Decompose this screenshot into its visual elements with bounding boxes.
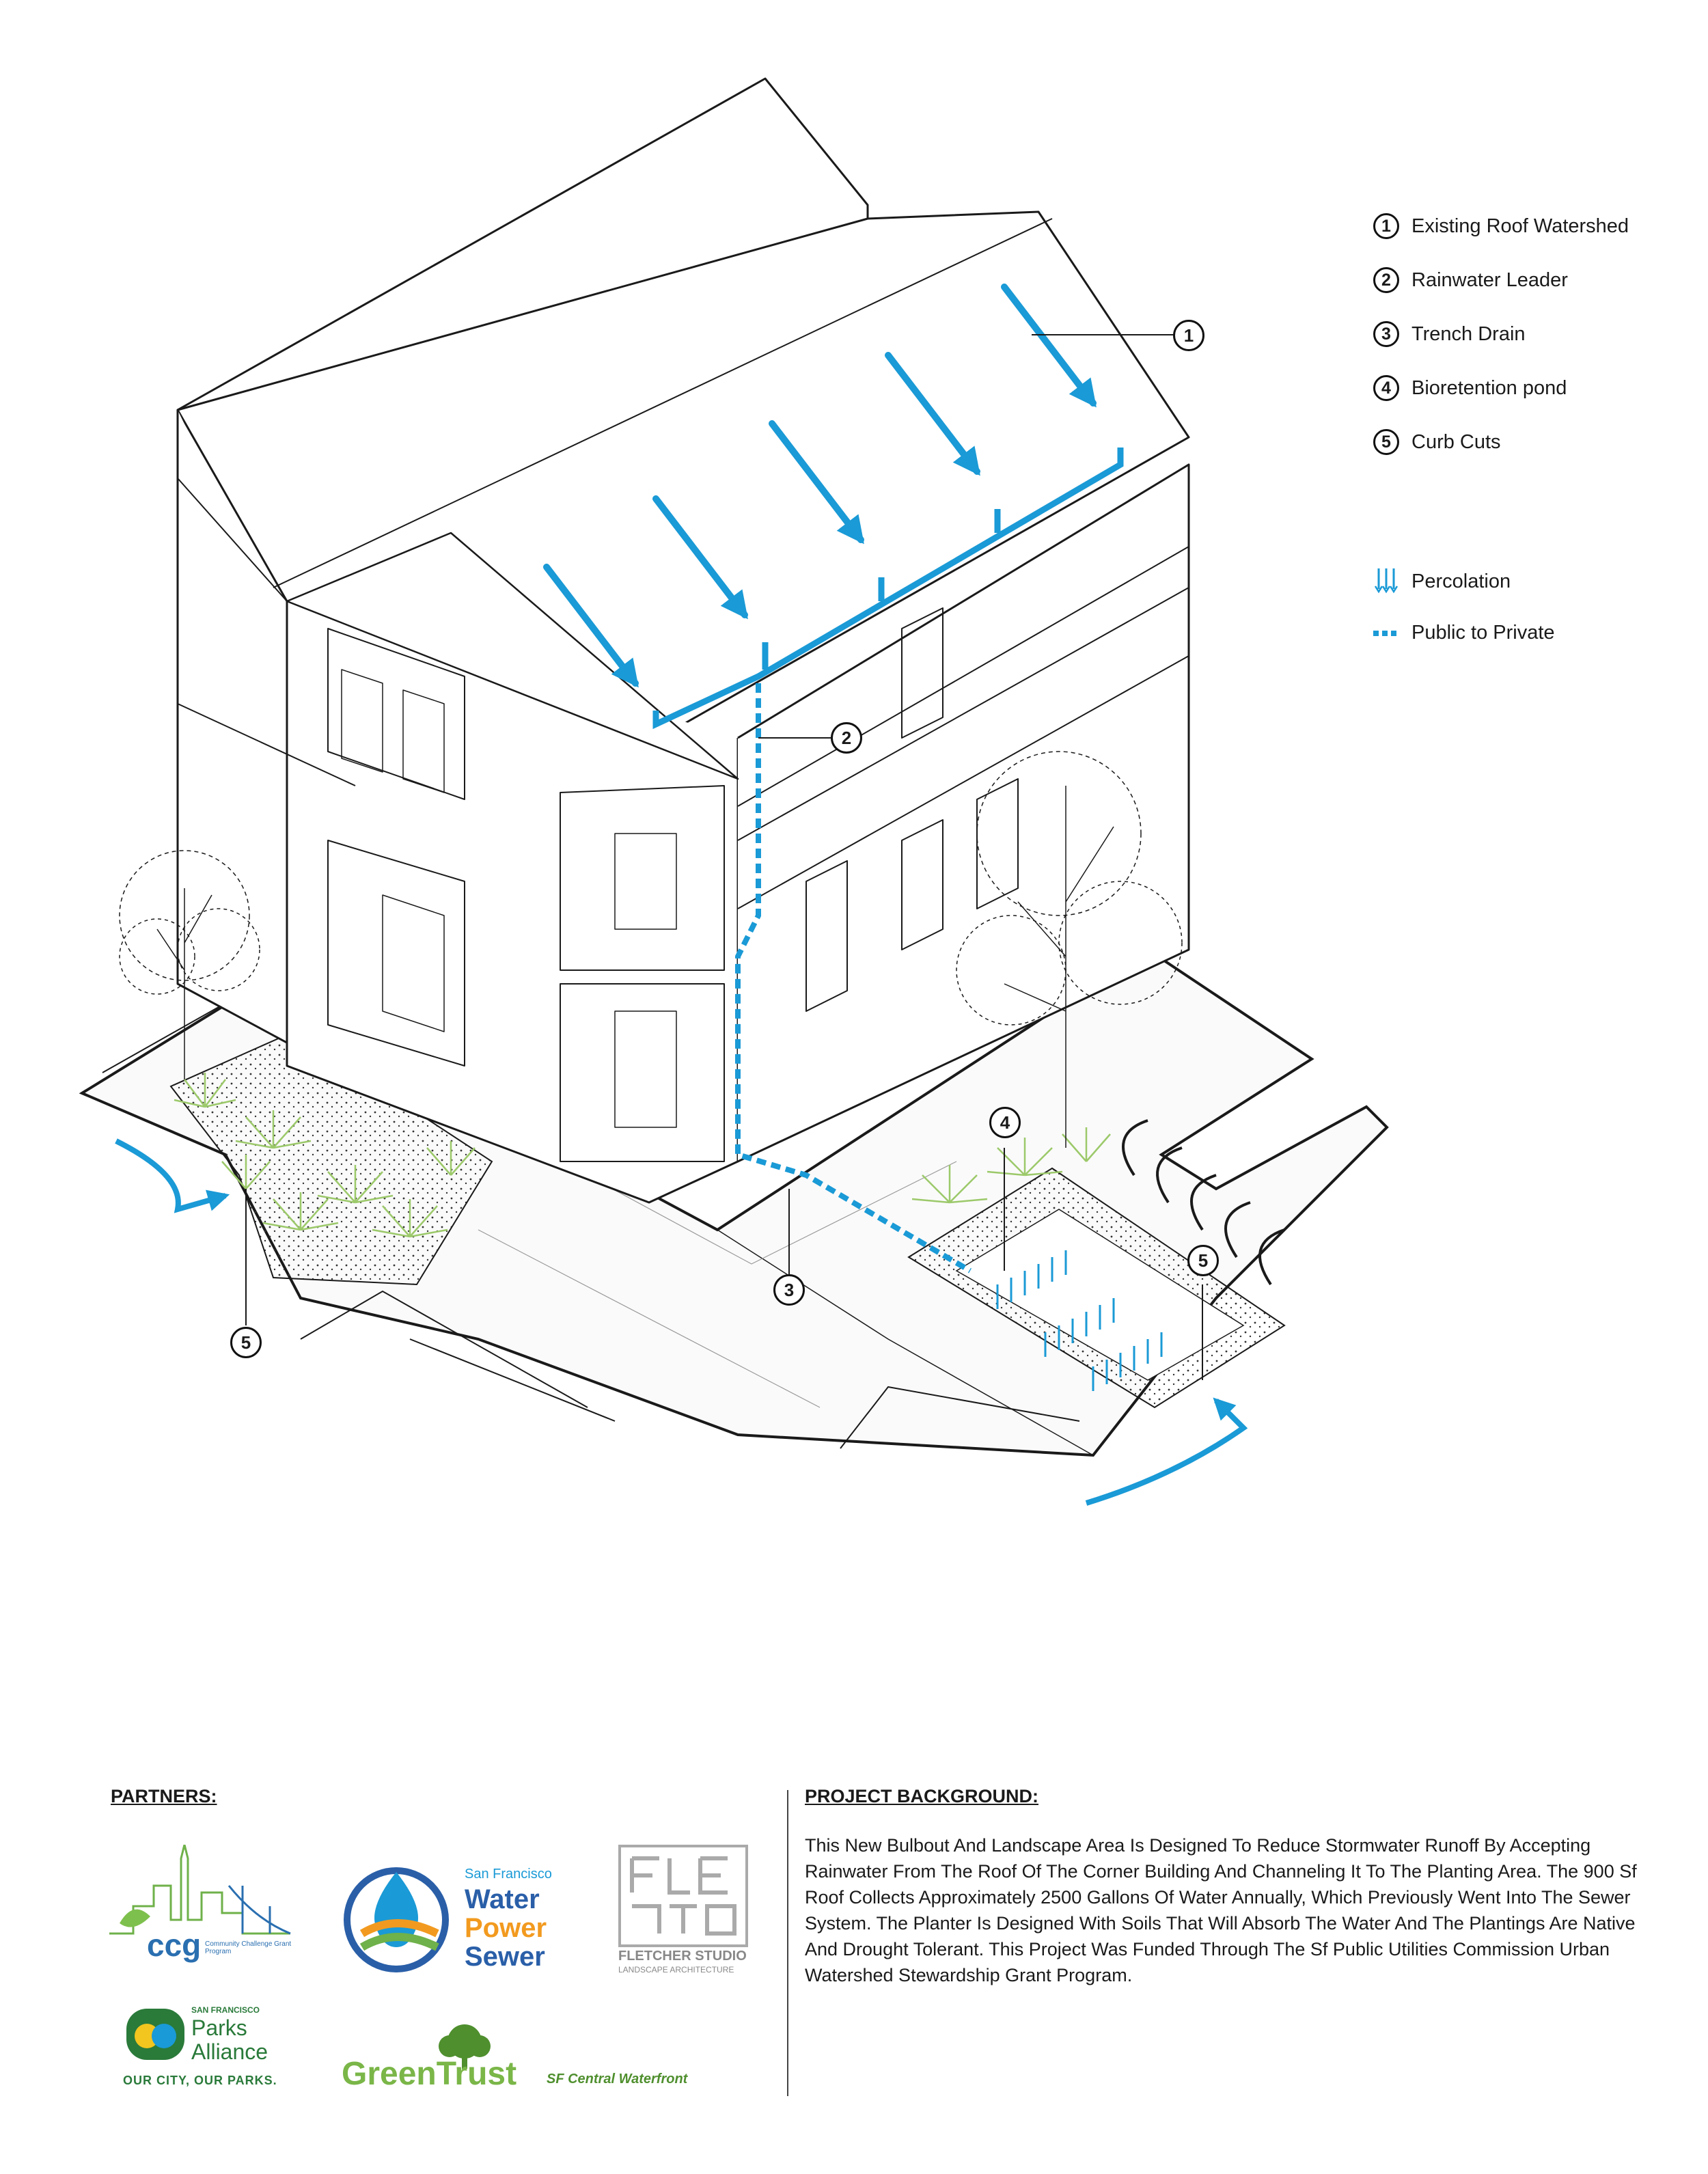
sfpuc-sewer: Sewer <box>465 1942 545 1972</box>
sfpuc-line0: San Francisco <box>465 1867 552 1882</box>
legend-label: Percolation <box>1411 570 1511 592</box>
callout-5-right: 5 <box>1187 1245 1219 1276</box>
sfpuc-drop-icon <box>342 1858 458 1975</box>
ccg-skyline-icon <box>106 1845 297 1947</box>
callout-1: 1 <box>1173 320 1204 351</box>
legend-item-percolation <box>1373 567 1511 596</box>
greentrust-logo <box>342 2022 752 2097</box>
legend-label: Bioretention pond <box>1411 376 1567 399</box>
legend-item-rainwater-leader <box>1373 267 1568 293</box>
ccg-tagline: Community Challenge Grant Program <box>205 1940 292 1955</box>
callout-4: 4 <box>989 1107 1021 1138</box>
legend-label: Public to Private <box>1411 622 1555 644</box>
legend-number: 4 <box>1373 375 1399 401</box>
sfpuc-power: Power <box>465 1913 547 1943</box>
background-title: PROJECT BACKGROUND: <box>805 1786 1039 1806</box>
section-divider <box>787 1790 788 2096</box>
parks-alliance-logo <box>123 2005 301 2101</box>
legend-item-bioretention <box>1373 375 1567 401</box>
greentrust-sub: SF Central Waterfront <box>547 2072 688 2087</box>
parks-line2: Alliance <box>191 2039 268 2064</box>
legend-number: 5 <box>1373 429 1399 455</box>
partners-title: PARTNERS: <box>111 1786 217 1806</box>
callout-2: 2 <box>831 722 862 754</box>
legend-item-curb-cuts <box>1373 429 1501 455</box>
fletcher-sub: LANDSCAPE ARCHITECTURE <box>618 1965 734 1975</box>
legend-label: Rainwater Leader <box>1411 269 1568 291</box>
fletcher-name: FLETCHER STUDIO <box>618 1949 747 1964</box>
legend-label: Existing Roof Watershed <box>1411 215 1629 237</box>
legend-number: 1 <box>1373 213 1399 239</box>
parks-top: SAN FRANCISCO <box>191 2005 260 2015</box>
fletcher-mark-icon <box>618 1845 748 1947</box>
legend-label: Trench Drain <box>1411 322 1526 345</box>
parks-alliance-icon <box>123 2005 188 2063</box>
fletcher-studio-logo <box>618 1845 755 1981</box>
ccg-name: ccg <box>147 1927 202 1963</box>
callout-5-left: 5 <box>230 1327 262 1358</box>
legend-item-roof-watershed <box>1373 213 1629 239</box>
legend-label: Curb Cuts <box>1411 430 1501 453</box>
dashed-line-icon <box>1373 629 1399 638</box>
ccg-logo <box>106 1845 297 1975</box>
callout-3: 3 <box>773 1274 805 1306</box>
legend-number: 2 <box>1373 267 1399 293</box>
legend-item-public-private <box>1373 622 1555 644</box>
legend-item-trench-drain <box>1373 321 1526 347</box>
greentrust-name: GreenTrust <box>342 2056 517 2092</box>
percolation-icon <box>1373 567 1399 596</box>
sfpuc-water: Water <box>465 1884 540 1914</box>
sfpuc-logo <box>342 1858 567 1981</box>
background-text: This New Bulbout And Landscape Area Is Designed To Reduce Stormwater Runoff By Accepting Rainwater From The Roof Of The Corner Building And Channeling It To The Planting Area. The 900 Sf Roof Collects Approximately 2500 Gallons Of Water Annually, Which Previously Went Into The Sewer System. The Planter Is Designed With Soils That Will Absorb The Water And The Plantings Are Native And Drought Tolerant. This Project Was Funded Through The Sf Public Utilities Commission Urban Watershed Stewardship Grant Program. <box>805 1835 1637 1985</box>
legend-number: 3 <box>1373 321 1399 347</box>
parks-tag: OUR CITY, OUR PARKS. <box>123 2074 277 2087</box>
parks-line1: Parks <box>191 2015 247 2040</box>
